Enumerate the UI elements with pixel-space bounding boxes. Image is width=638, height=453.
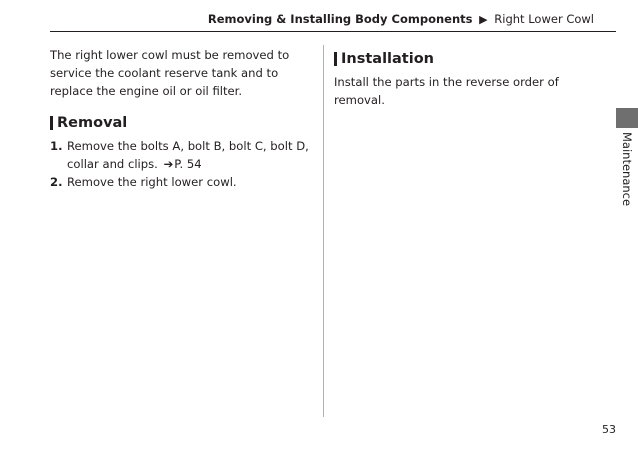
intro-paragraph: The right lower cowl must be removed to service the coolant reserve tank and to replace the engine oil or oil filter. [50,48,290,98]
installation-heading [334,50,596,68]
step-number: 1. [50,139,63,153]
heading-bar [50,116,53,130]
column-divider [323,45,324,417]
header-arrow-icon: ▶ [479,13,488,26]
removal-step [50,137,312,173]
header-rule [50,31,616,32]
removal-step [50,173,312,191]
page-number: 53 [602,423,616,436]
removal-steps [50,137,312,191]
page-ref-arrow-icon: ➔ [163,157,174,171]
maintenance-tab[interactable] [616,108,638,128]
removal-heading [50,114,312,132]
right-column [334,46,596,109]
step-text: Remove the right lower cowl. [67,175,237,189]
step-number: 2. [50,175,63,189]
removal-heading-label: Removal [57,115,128,131]
step-text [67,137,312,173]
header-topic: Right Lower Cowl [494,12,594,26]
left-column [50,46,312,191]
page-header [208,12,594,26]
installation-paragraph: Install the parts in the reverse order of removal. [334,75,559,107]
heading-bar [334,52,337,66]
installation-heading-label: Installation [341,51,434,67]
header-section: Removing & Installing Body Components [207,12,473,26]
maintenance-tab-label: Maintenance [620,132,634,207]
step-text-content: Remove the bolts A, bolt B, bolt C, bolt D, collar and clips. [67,139,309,171]
page-reference-link[interactable]: P. 54 [174,157,202,171]
